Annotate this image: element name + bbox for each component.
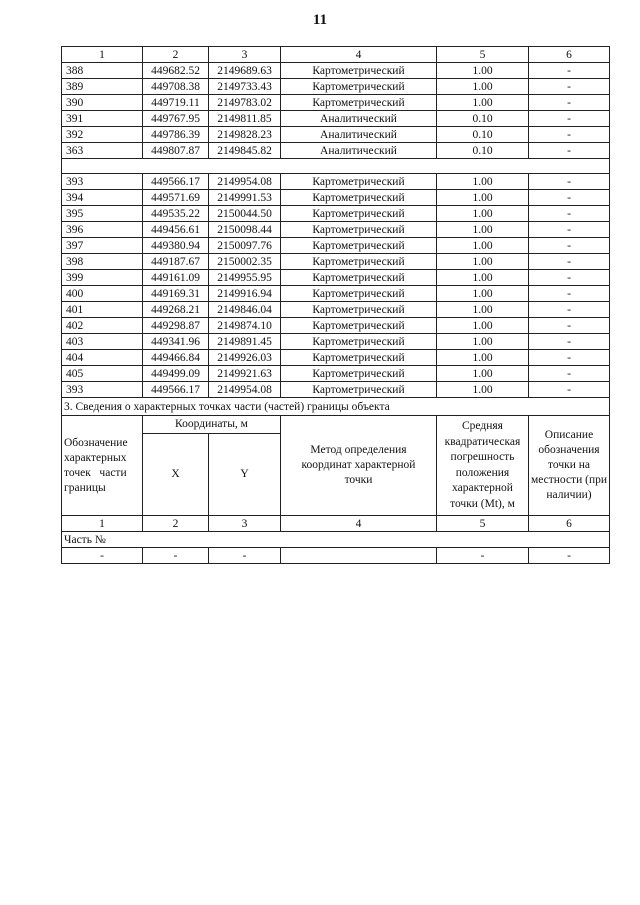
table-row bbox=[62, 63, 610, 79]
method-cell: Картометрический bbox=[281, 270, 437, 286]
section3-header-row bbox=[62, 416, 610, 434]
method-cell: Картометрический bbox=[281, 366, 437, 382]
table-row bbox=[62, 334, 610, 350]
point-number: 389 bbox=[62, 79, 143, 95]
y-coordinate: 2150044.50 bbox=[209, 206, 281, 222]
point-number: 395 bbox=[62, 206, 143, 222]
point-number: 398 bbox=[62, 254, 143, 270]
table-row bbox=[62, 350, 610, 366]
accuracy-cell: 1.00 bbox=[437, 174, 529, 190]
boundary-points-table bbox=[61, 46, 610, 564]
point-number: 393 bbox=[62, 174, 143, 190]
accuracy-cell: 1.00 bbox=[437, 270, 529, 286]
table-row bbox=[62, 302, 610, 318]
accuracy-cell: 1.00 bbox=[437, 382, 529, 398]
method-cell: Картометрический bbox=[281, 190, 437, 206]
column-number-row bbox=[62, 47, 610, 63]
y-coordinate: 2149954.08 bbox=[209, 382, 281, 398]
accuracy-cell: 0.10 bbox=[437, 143, 529, 159]
description-cell: - bbox=[529, 350, 610, 366]
point-number: 404 bbox=[62, 350, 143, 366]
method-cell: Картометрический bbox=[281, 286, 437, 302]
col-number: 2 bbox=[143, 47, 209, 63]
y-coordinate: 2149874.10 bbox=[209, 318, 281, 334]
description-header: Описание обозначения точки на местности (при наличии) bbox=[529, 416, 610, 516]
part-number-row bbox=[62, 532, 610, 548]
description-cell: - bbox=[529, 127, 610, 143]
col-number: 6 bbox=[529, 47, 610, 63]
method-cell: Картометрический bbox=[281, 238, 437, 254]
description-cell: - bbox=[529, 302, 610, 318]
accuracy-cell: 1.00 bbox=[437, 206, 529, 222]
accuracy-cell: 1.00 bbox=[437, 350, 529, 366]
point-number: 397 bbox=[62, 238, 143, 254]
x-coordinate: 449786.39 bbox=[143, 127, 209, 143]
table-row bbox=[62, 206, 610, 222]
table-row bbox=[62, 111, 610, 127]
method-cell: Картометрический bbox=[281, 318, 437, 334]
accuracy-cell: 1.00 bbox=[437, 318, 529, 334]
accuracy-cell: 1.00 bbox=[437, 302, 529, 318]
y-coordinate: 2149954.08 bbox=[209, 174, 281, 190]
col-number: 5 bbox=[437, 516, 529, 532]
table-row bbox=[62, 318, 610, 334]
x-coordinate: 449767.95 bbox=[143, 111, 209, 127]
description-cell: - bbox=[529, 238, 610, 254]
col-number: 4 bbox=[281, 47, 437, 63]
x-coordinate: 449807.87 bbox=[143, 143, 209, 159]
table-row bbox=[62, 286, 610, 302]
section3-cell: - bbox=[209, 548, 281, 564]
section3-cell bbox=[281, 548, 437, 564]
x-coordinate: 449456.61 bbox=[143, 222, 209, 238]
y-coordinate: 2149846.04 bbox=[209, 302, 281, 318]
col-number: 1 bbox=[62, 516, 143, 532]
coordinates-header: Координаты, м bbox=[143, 416, 281, 434]
x-coordinate: 449187.67 bbox=[143, 254, 209, 270]
table-row bbox=[62, 366, 610, 382]
section3-data-row bbox=[62, 548, 610, 564]
col-number: 4 bbox=[281, 516, 437, 532]
x-coordinate: 449466.84 bbox=[143, 350, 209, 366]
point-number: 391 bbox=[62, 111, 143, 127]
description-cell: - bbox=[529, 334, 610, 350]
accuracy-cell: 1.00 bbox=[437, 79, 529, 95]
description-cell: - bbox=[529, 270, 610, 286]
x-coordinate: 449566.17 bbox=[143, 382, 209, 398]
table-row bbox=[62, 190, 610, 206]
accuracy-cell: 0.10 bbox=[437, 111, 529, 127]
method-cell: Аналитический bbox=[281, 127, 437, 143]
page-number: 11 bbox=[312, 12, 328, 28]
empty-cell bbox=[62, 159, 610, 174]
x-coordinate: 449169.31 bbox=[143, 286, 209, 302]
x-coordinate: 449499.09 bbox=[143, 366, 209, 382]
x-coordinate: 449341.96 bbox=[143, 334, 209, 350]
table-row bbox=[62, 127, 610, 143]
accuracy-cell: 1.00 bbox=[437, 286, 529, 302]
accuracy-cell: 1.00 bbox=[437, 222, 529, 238]
col-number: 1 bbox=[62, 47, 143, 63]
designation-line: Обозначение bbox=[64, 436, 128, 449]
y-coordinate: 2150002.35 bbox=[209, 254, 281, 270]
table-row bbox=[62, 254, 610, 270]
point-number: 363 bbox=[62, 143, 143, 159]
description-cell: - bbox=[529, 366, 610, 382]
x-coordinate: 449380.94 bbox=[143, 238, 209, 254]
y-coordinate: 2150097.76 bbox=[209, 238, 281, 254]
section3-column-number-row bbox=[62, 516, 610, 532]
table-row bbox=[62, 270, 610, 286]
method-cell: Картометрический bbox=[281, 79, 437, 95]
y-coordinate: 2149733.43 bbox=[209, 79, 281, 95]
empty-separator-row bbox=[62, 159, 610, 174]
accuracy-header: Средняя квадратическая погрешность положения характерной точки (Mt), м bbox=[437, 416, 529, 516]
y-coordinate: 2149845.82 bbox=[209, 143, 281, 159]
y-coordinate: 2149921.63 bbox=[209, 366, 281, 382]
accuracy-cell: 1.00 bbox=[437, 254, 529, 270]
x-coordinate: 449566.17 bbox=[143, 174, 209, 190]
section3-title-row bbox=[62, 398, 610, 416]
y-coordinate: 2149783.02 bbox=[209, 95, 281, 111]
point-number: 401 bbox=[62, 302, 143, 318]
point-number: 393 bbox=[62, 382, 143, 398]
y-coordinate: 2149891.45 bbox=[209, 334, 281, 350]
section3-cell: - bbox=[143, 548, 209, 564]
method-header: Метод определения координат характерной точки bbox=[281, 416, 437, 516]
x-coordinate: 449719.11 bbox=[143, 95, 209, 111]
accuracy-cell: 1.00 bbox=[437, 334, 529, 350]
col-number: 2 bbox=[143, 516, 209, 532]
col-number: 3 bbox=[209, 516, 281, 532]
method-cell: Аналитический bbox=[281, 111, 437, 127]
col-number: 3 bbox=[209, 47, 281, 63]
x-coordinate: 449682.52 bbox=[143, 63, 209, 79]
x-coordinate: 449571.69 bbox=[143, 190, 209, 206]
accuracy-cell: 1.00 bbox=[437, 238, 529, 254]
table-row bbox=[62, 382, 610, 398]
description-cell: - bbox=[529, 143, 610, 159]
section3-title: 3. Сведения о характерных точках части (частей) границы объекта bbox=[62, 398, 610, 416]
table-row bbox=[62, 143, 610, 159]
method-cell: Картометрический bbox=[281, 302, 437, 318]
point-designation-header bbox=[62, 416, 143, 516]
y-coordinate: 2149689.63 bbox=[209, 63, 281, 79]
method-cell: Картометрический bbox=[281, 95, 437, 111]
point-number: 390 bbox=[62, 95, 143, 111]
accuracy-cell: 1.00 bbox=[437, 190, 529, 206]
description-cell: - bbox=[529, 79, 610, 95]
point-number: 405 bbox=[62, 366, 143, 382]
method-cell: Картометрический bbox=[281, 222, 437, 238]
point-number: 388 bbox=[62, 63, 143, 79]
part-number-label: Часть № bbox=[62, 532, 610, 548]
method-cell: Картометрический bbox=[281, 382, 437, 398]
description-cell: - bbox=[529, 63, 610, 79]
point-number: 394 bbox=[62, 190, 143, 206]
point-number: 396 bbox=[62, 222, 143, 238]
description-cell: - bbox=[529, 254, 610, 270]
method-cell: Аналитический bbox=[281, 143, 437, 159]
point-number: 403 bbox=[62, 334, 143, 350]
x-coordinate: 449535.22 bbox=[143, 206, 209, 222]
method-cell: Картометрический bbox=[281, 206, 437, 222]
y-coordinate: 2149916.94 bbox=[209, 286, 281, 302]
accuracy-cell: 0.10 bbox=[437, 127, 529, 143]
description-cell: - bbox=[529, 382, 610, 398]
description-cell: - bbox=[529, 286, 610, 302]
y-coordinate: 2150098.44 bbox=[209, 222, 281, 238]
description-cell: - bbox=[529, 318, 610, 334]
description-cell: - bbox=[529, 190, 610, 206]
table-row bbox=[62, 95, 610, 111]
y-coordinate: 2149991.53 bbox=[209, 190, 281, 206]
point-number: 402 bbox=[62, 318, 143, 334]
description-cell: - bbox=[529, 206, 610, 222]
description-cell: - bbox=[529, 174, 610, 190]
y-header: Y bbox=[209, 433, 281, 515]
table-row bbox=[62, 238, 610, 254]
x-coordinate: 449161.09 bbox=[143, 270, 209, 286]
point-number: 392 bbox=[62, 127, 143, 143]
accuracy-cell: 1.00 bbox=[437, 63, 529, 79]
designation-line: точек части bbox=[64, 466, 127, 479]
method-cell: Картометрический bbox=[281, 334, 437, 350]
x-coordinate: 449298.87 bbox=[143, 318, 209, 334]
table-row bbox=[62, 79, 610, 95]
table-row bbox=[62, 222, 610, 238]
x-coordinate: 449708.38 bbox=[143, 79, 209, 95]
y-coordinate: 2149811.85 bbox=[209, 111, 281, 127]
y-coordinate: 2149955.95 bbox=[209, 270, 281, 286]
description-cell: - bbox=[529, 222, 610, 238]
accuracy-cell: 1.00 bbox=[437, 366, 529, 382]
col-number: 6 bbox=[529, 516, 610, 532]
accuracy-cell: 1.00 bbox=[437, 95, 529, 111]
table-row bbox=[62, 174, 610, 190]
point-number: 399 bbox=[62, 270, 143, 286]
section3-cell: - bbox=[529, 548, 610, 564]
y-coordinate: 2149828.23 bbox=[209, 127, 281, 143]
method-cell: Картометрический bbox=[281, 174, 437, 190]
x-header: X bbox=[143, 433, 209, 515]
description-cell: - bbox=[529, 111, 610, 127]
designation-line: характерных bbox=[64, 451, 127, 464]
x-coordinate: 449268.21 bbox=[143, 302, 209, 318]
section3-cell: - bbox=[62, 548, 143, 564]
point-number: 400 bbox=[62, 286, 143, 302]
description-cell: - bbox=[529, 95, 610, 111]
section3-cell: - bbox=[437, 548, 529, 564]
method-cell: Картометрический bbox=[281, 350, 437, 366]
designation-line: границы bbox=[64, 481, 106, 494]
method-cell: Картометрический bbox=[281, 63, 437, 79]
method-cell: Картометрический bbox=[281, 254, 437, 270]
col-number: 5 bbox=[437, 47, 529, 63]
y-coordinate: 2149926.03 bbox=[209, 350, 281, 366]
